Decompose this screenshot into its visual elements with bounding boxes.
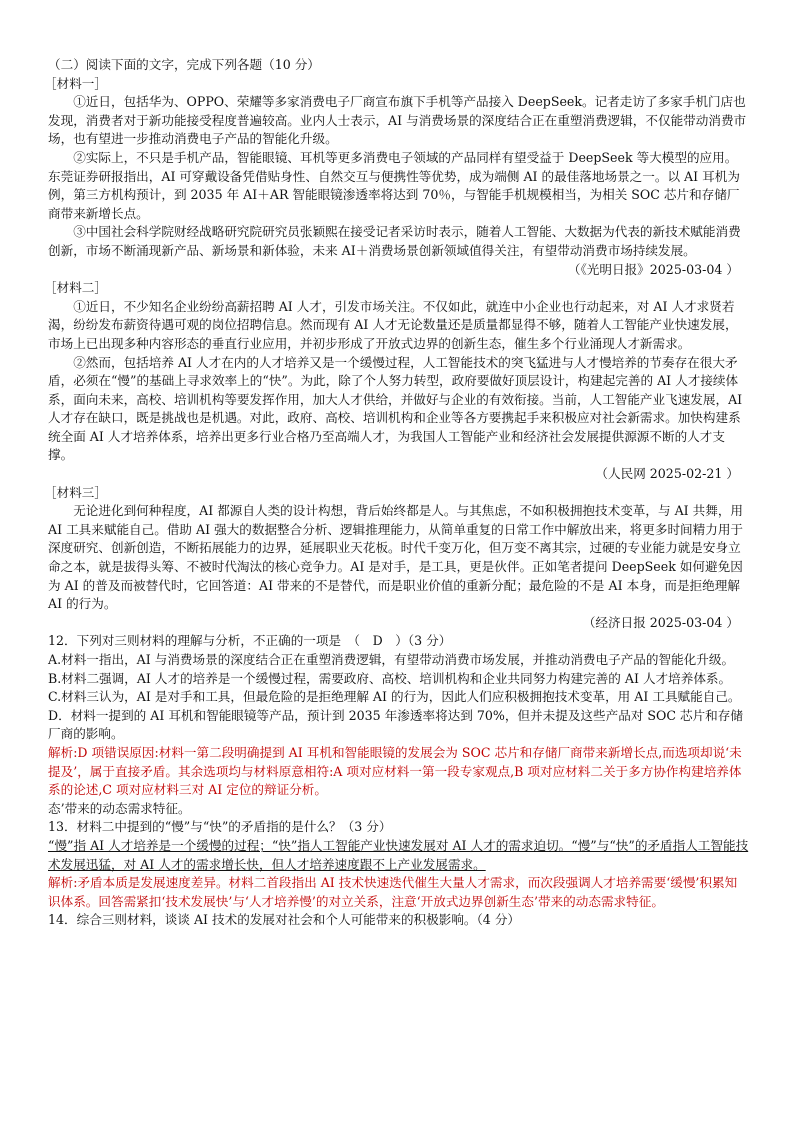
- material-1-para-1: ①近日，包括华为、OPPO、荣耀等多家消费电子厂商宣布旗下手机等产品接入 DeepSeek。记者走访了多家手机门店也发现，消费者对于新功能接受程度普遍较高。业内人士表示，AI 与消费场景的深度结合正在重塑消费逻辑，不仅能带动消费市场，也有望进一步推动消费电子产品的智能化升级。: [48, 94, 747, 147]
- question-14-stem: 14．综合三则材料，谈谈 AI 技术的发展对社会和个人可能带来的积极影响。（4 分）: [48, 912, 521, 928]
- stray-fragment: 态’带来的动态需求特征。: [48, 800, 191, 816]
- material-3-para-1: 无论进化到何种程度，AI 都源自人类的设计构想，背后始终都是人。与其焦虑，不如积极拥抱技术变革，与 AI 共舞，用 AI 工具来赋能自己。借助 AI 强大的数据整合分析、逻辑推理能力，从简单重复的日常工作中解放出来，将更多时间精力用于深度研究、创新创造，不断拓展能力的边界，延展职业天花板。时代千变万化，但万变不离其宗，过硬的专业能力就是安身立命之本，就是拔得头筹、不被时代淘汰的核心竞争力。AI 是对手，是工具，更是伙伴。正如笔者提问 DeepSeek 如何避免因为 AI 的普及而被替代时，它回答道：AI 带来的不是替代，而是职业价值的重新分配；最危险的不是 AI 本身，而是拒绝理解 AI 的行为。: [48, 503, 744, 612]
- material-1-para-3: ③中国社会科学院财经战略研究院研究员张颖熙在接受记者采访时表示，随着人工智能、大数据为代表的新技术赋能消费创新，市场不断涌现新产品、新场景和新体验，未来 AI＋消费场景创新领域值得关注，有望带动消费市场持续发展。: [48, 224, 741, 258]
- question-12-option-a: A.材料一指出，AI 与消费场景的深度结合正在重塑消费逻辑，有望带动消费市场发展，并推动消费电子产品的智能化升级。: [48, 652, 735, 667]
- question-13-stem: 13．材料二中提到的“慢”与“快”的矛盾指的是什么？（3 分）: [48, 819, 392, 835]
- material-2-para-1: ①近日，不少知名企业纷纷高薪招聘 AI 人才，引发市场关注。不仅如此，就连中小企业也行动起来，对 AI 人才求贤若渴，纷纷发布薪资待遇可观的岗位招聘信息。然而现有 AI 人才无论数量还是质量都显得不够，随着人工智能产业快速发展，市场上已出现多种内容形态的垂直行业应用，并初步形成了开放式边界的创新生态，催生多个行业涌现人才新需求。: [48, 298, 738, 351]
- material-3-source: （经济日报 2025-03-04 ）: [582, 614, 739, 630]
- material-2-source: （人民网 2025-02-21 ）: [595, 466, 739, 482]
- material-1-source: （《光明日报》2025-03-04 ）: [567, 261, 739, 277]
- question-12-option-b: B.材料二强调，AI 人才的培养是一个缓慢过程，需要政府、高校、培训机构和企业共同努力构建完善的 AI 人才培养体系。: [48, 670, 732, 686]
- question-12-analysis: 解析:D 项错误原因:材料一第二段明确提到 AI 耳机和智能眼镜的发展会为 SOC 芯片和存储厂商带来新增长点,而选项却说‘未提及’，属于直接矛盾。其余选项均与材料原意相符:A 项对应材料一第一段专家观点,B 项对应材料二关于多方协作构建培养体系的论述,C 项对应材料三对 AI 定位的辩证分析。: [48, 744, 742, 798]
- section-title: （二）阅读下面的文字，完成下列各题（10 分）: [48, 57, 320, 72]
- material-1-tag: ［材料一］: [44, 75, 107, 91]
- question-12-stem: 12．下列对三则材料的理解与分析，不正确的一项是 （ D ）（3 分）: [48, 633, 452, 649]
- question-13-answer: “慢”指 AI 人才培养是一个缓慢的过程；“快”指人工智能产业快速发展对 AI 人才的需求迫切。“慢”与“快”的矛盾指人工智能技术发展迅猛，对 AI 人才的需求增长快，但人才培养速度跟不上产业发展需求。: [48, 837, 749, 872]
- question-13-analysis: 解析:矛盾本质是发展速度差异。材料二首段指出 AI 技术快速迭代催生大量人才需求，而次段强调人才培养需要‘缓慢’积累知识体系。回答需紧扣‘技术发展快’与‘人才培养慢’的对立关系，注意‘开放式边界创新生态’带来的动态需求特征。: [48, 875, 738, 909]
- material-2-tag: ［材料二］: [44, 280, 107, 296]
- material-3-tag: ［材料三］: [44, 484, 107, 500]
- material-1-para-2: ②实际上，不只是手机产品，智能眼镜、耳机等更多消费电子领域的产品同样有望受益于 DeepSeek 等大模型的应用。东莞证券研报指出，AI 可穿戴设备凭借贴身性、自然交互与便携性等优势，成为端侧 AI 的最佳落地场景之一。以 AI 耳机为例，第三方机构预计，到 2035 年 AI＋AR 智能眼镜渗透率将达到 70％，与智能手机规模相当，为相关 SOC 芯片和存储厂商带来新增长点。: [48, 149, 740, 221]
- question-12-option-c: C.材料三认为，AI 是对手和工具，但最危险的是拒绝理解 AI 的行为，因此人们应积极拥抱技术变革，用 AI 工具赋能自己。: [48, 689, 741, 705]
- question-12-option-d: D．材料一提到的 AI 耳机和智能眼镜等产品，预计到 2035 年渗透率将达到 70%，但并未提及这些产品对 SOC 芯片和存储厂商的影响。: [48, 707, 743, 742]
- material-2-para-2: ②然而，包括培养 AI 人才在内的人才培养又是一个缓慢过程，人工智能技术的突飞猛进与人才慢培养的节奏存在很大矛盾，必须在“慢”的基础上寻求效率上的“快”。为此，除了个人努力转型，政府要做好顶层设计，构建起完善的 AI 人才接续体系，面向未来，高校、培训机构等要发挥作用，加大人才供给，并做好与企业的有效衔接。当前，人工智能产业飞速发展，AI 人才存在缺口，既是挑战也是机遇。对此，政府、高校、培训机构和企业等各方要携起手来积极应对社会新需求。加快构建系统全面 AI 人才培养体系，培养出更多行业合格乃至高端人才，为我国人工智能产业和经济社会发展提供源源不断的人才支撑。: [48, 354, 743, 463]
